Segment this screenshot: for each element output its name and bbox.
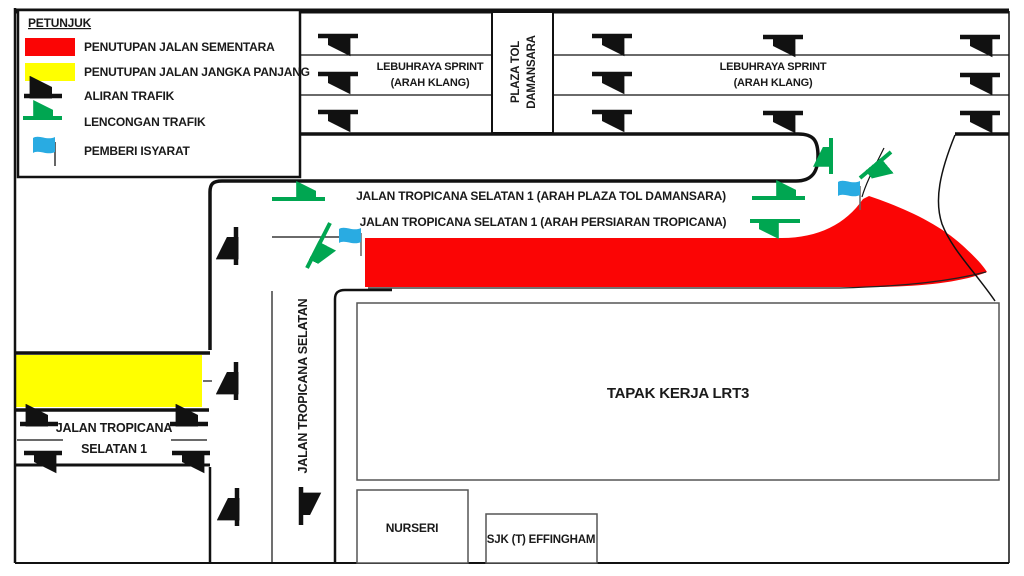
toll-plaza-label-line1 <box>510 41 522 103</box>
svg-text:PLAZA TOL: PLAZA TOL <box>510 40 522 104</box>
left-road-label-line2: SELATAN 1 <box>81 442 147 456</box>
left-road-label-line1: JALAN TROPICANA <box>55 421 173 435</box>
legend-label: PENUTUPAN JALAN SEMENTARA <box>84 40 275 54</box>
legend <box>18 10 310 177</box>
school-label: SJK (T) EFFINGHAM <box>486 534 596 546</box>
diversion-arrow-down-left <box>860 152 891 178</box>
worksite-label: TAPAK KERJA LRT3 <box>606 385 750 402</box>
highway-label-right-line1: LEBUHRAYA SPRINT <box>719 61 827 73</box>
legend-red-swatch <box>25 38 75 56</box>
highway-label-right-line2: (ARAH KLANG) <box>733 77 813 89</box>
jts1-westbound-label: JALAN TROPICANA SELATAN 1 (ARAH PERSIARAN TROPICANA) <box>359 215 727 229</box>
svg-text:JALAN TROPICANA SELATAN: JALAN TROPICANA SELATAN <box>296 298 310 474</box>
legend-title: PETUNJUK <box>28 16 92 30</box>
legend-label: PENUTUPAN JALAN JANGKA PANJANG <box>84 65 310 79</box>
svg-text:DAMANSARA: DAMANSARA <box>526 35 538 109</box>
toll-plaza-label-line2 <box>526 35 538 109</box>
legend-label: ALIRAN TRAFIK <box>84 89 175 103</box>
legend-label: PEMBERI ISYARAT <box>84 144 190 158</box>
temporary-closure-area <box>365 196 987 287</box>
legend-label: LENCONGAN TRAFIK <box>84 115 206 129</box>
vertical-road-label <box>296 298 310 473</box>
diversion-arrow-down-left <box>307 223 330 268</box>
nursery-label: NURSERI <box>385 521 439 535</box>
flag-icon <box>838 181 860 210</box>
jts1-eastbound-label: JALAN TROPICANA SELATAN 1 (ARAH PLAZA TOL DAMANSARA) <box>356 189 726 203</box>
highway-label-left-line2: (ARAH KLANG) <box>390 77 470 89</box>
toll-plaza-box <box>492 12 553 133</box>
highway-label-left-line1: LEBUHRAYA SPRINT <box>376 61 484 73</box>
flag-icon <box>339 228 361 256</box>
legend-yellow-swatch <box>25 63 75 81</box>
longterm-closure-area <box>15 355 202 407</box>
